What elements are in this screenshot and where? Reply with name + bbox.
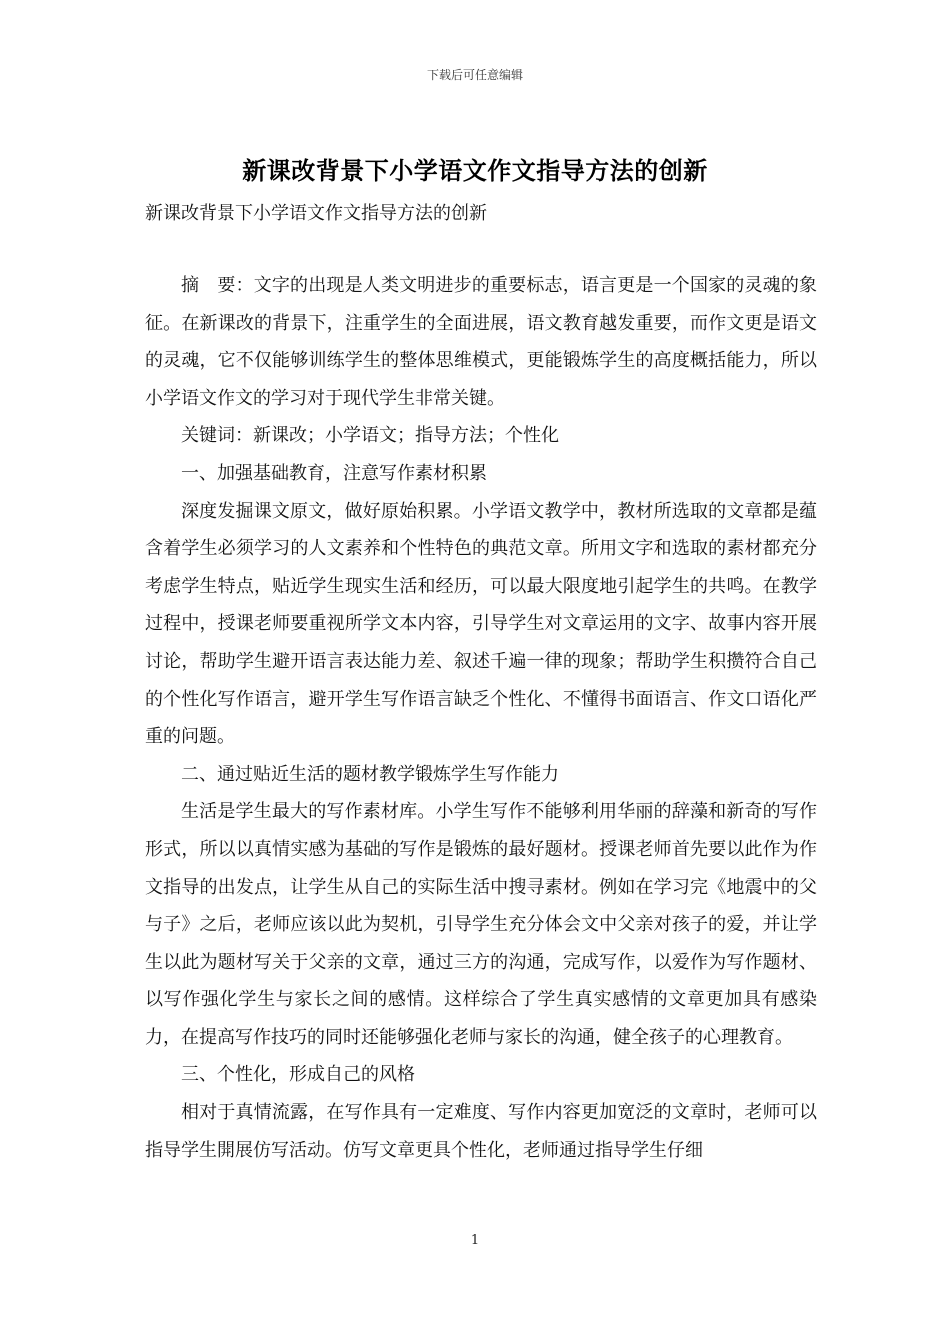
header-note: 下载后可任意编辑 (426, 68, 523, 82)
section-heading-1: 一、加强基础教育，注意写作素材积累 (181, 462, 487, 484)
body-paragraph: 生活是学生最大的写作素材库。小学生写作不能够利用华丽的辞藻和新奇的写作形式，所以以真情实感为基础的写作是锻炼的最好题材。授课老师首先要以此作为作文指导的出发点，让学生从自己的实际生活中搜寻素材。例如在学习完《地震中的父与子》之后，老师应该以此为契机，引导学生充分体会文中父亲对孩子的爱，并让学生以此为题材写关于父亲的文章，通过三方的沟通，完成写作，以爱作为写作题材、以写作强化学生与家长之间的感情。这样综合了学生真实感情的文章更加具有感染力，在提高写作技巧的同时还能够强化老师与家长的沟通，健全孩子的心理教育。 (145, 801, 817, 1048)
document-subtitle: 新课改背景下小学语文作文指导方法的创新 (145, 203, 487, 224)
document-title: 新课改背景下小学语文作文指导方法的创新 (242, 156, 708, 185)
body-paragraph: 相对于真情流露，在写作具有一定难度、写作内容更加宽泛的文章时，老师可以指导学生開展仿写活动。仿写文章更具个性化，老师通过指导学生仔细 (145, 1102, 817, 1161)
page-number: 1 (470, 1233, 480, 1248)
section-heading-2: 二、通过贴近生活的题材教学锻炼学生写作能力 (181, 763, 559, 785)
keywords-paragraph: 关键词：新课改；小学语文；指导方法；个性化 (181, 425, 559, 447)
section-heading-3: 三、个性化，形成自己的风格 (181, 1064, 415, 1086)
body-paragraph: 深度发掘课文原文，做好原始积累。小学语文教学中，教材所选取的文章都是蕴含着学生必须学习的人文素养和个性特色的典范文章。所用文字和选取的素材都充分考虑学生特点，贴近学生现实生活和经历，可以最大限度地引起学生的共鸣。在教学过程中，授课老师要重视所学文本内容，引导学生对文章运用的文字、故事内容开展讨论，帮助学生避开语言表达能力差、叙述千遍一律的现象；帮助学生积攒符合自己的个性化写作语言，避开学生写作语言缺乏个性化、不懂得书面语言、作文口语化严重的问题。 (145, 500, 817, 748)
document-body (145, 267, 817, 1169)
abstract-paragraph: 摘 要：文字的出现是人类文明进步的重要标志，语言更是一个国家的灵魂的象征。在新课改的背景下，注重学生的全面进展，语文教育越发重要，而作文更是语文的灵魂，它不仅能够训练学生的整体思维模式，更能锻炼学生的高度概括能力，所以小学语文作文的学习对于现代学生非常关键。 (145, 275, 817, 409)
